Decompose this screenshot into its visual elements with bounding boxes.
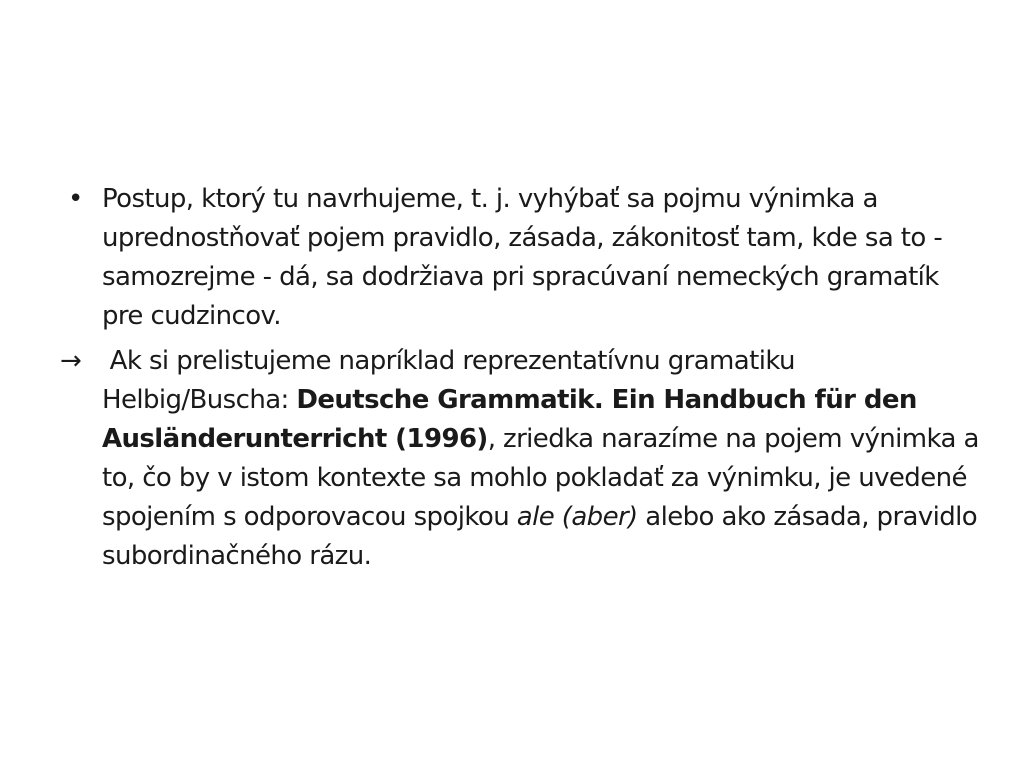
arrow-text xyxy=(102,342,980,576)
book-title: Deutsche Grammatik. Ein Handbuch für den Ausländerunterricht (1996) xyxy=(102,385,917,454)
bullet-marker: • xyxy=(68,184,83,214)
arrow-text-part-b: , zriedka narazíme na pojem výnimka a to, čo by v istom kontexte sa mohlo pokladať za výnimku, je uvedené spojením s odporovacou spojkou xyxy=(102,424,979,532)
arrow-text-part-c: alebo ako zásada, pravidlo subordinačného rázu. xyxy=(102,502,978,571)
bullet-paragraph xyxy=(60,180,980,336)
arrow-paragraph xyxy=(60,342,980,576)
arrow-icon: → xyxy=(60,346,82,376)
arrow-text-part-a: Ak si prelistujeme napríklad reprezentatívnu gramatiku Helbig/Buscha: xyxy=(102,346,795,415)
slide-body xyxy=(60,180,980,582)
conjunction-example: ale (aber) xyxy=(516,502,638,532)
bullet-text: Postup, ktorý tu navrhujeme, t. j. vyhýbať sa pojmu výnimka a uprednostňovať pojem pravidlo, zásada, zákonitosť tam, kde sa to - samozrejme - dá, sa dodržiava pri spracúvaní nemeckých gramatík pre cudzincov. xyxy=(102,184,943,331)
